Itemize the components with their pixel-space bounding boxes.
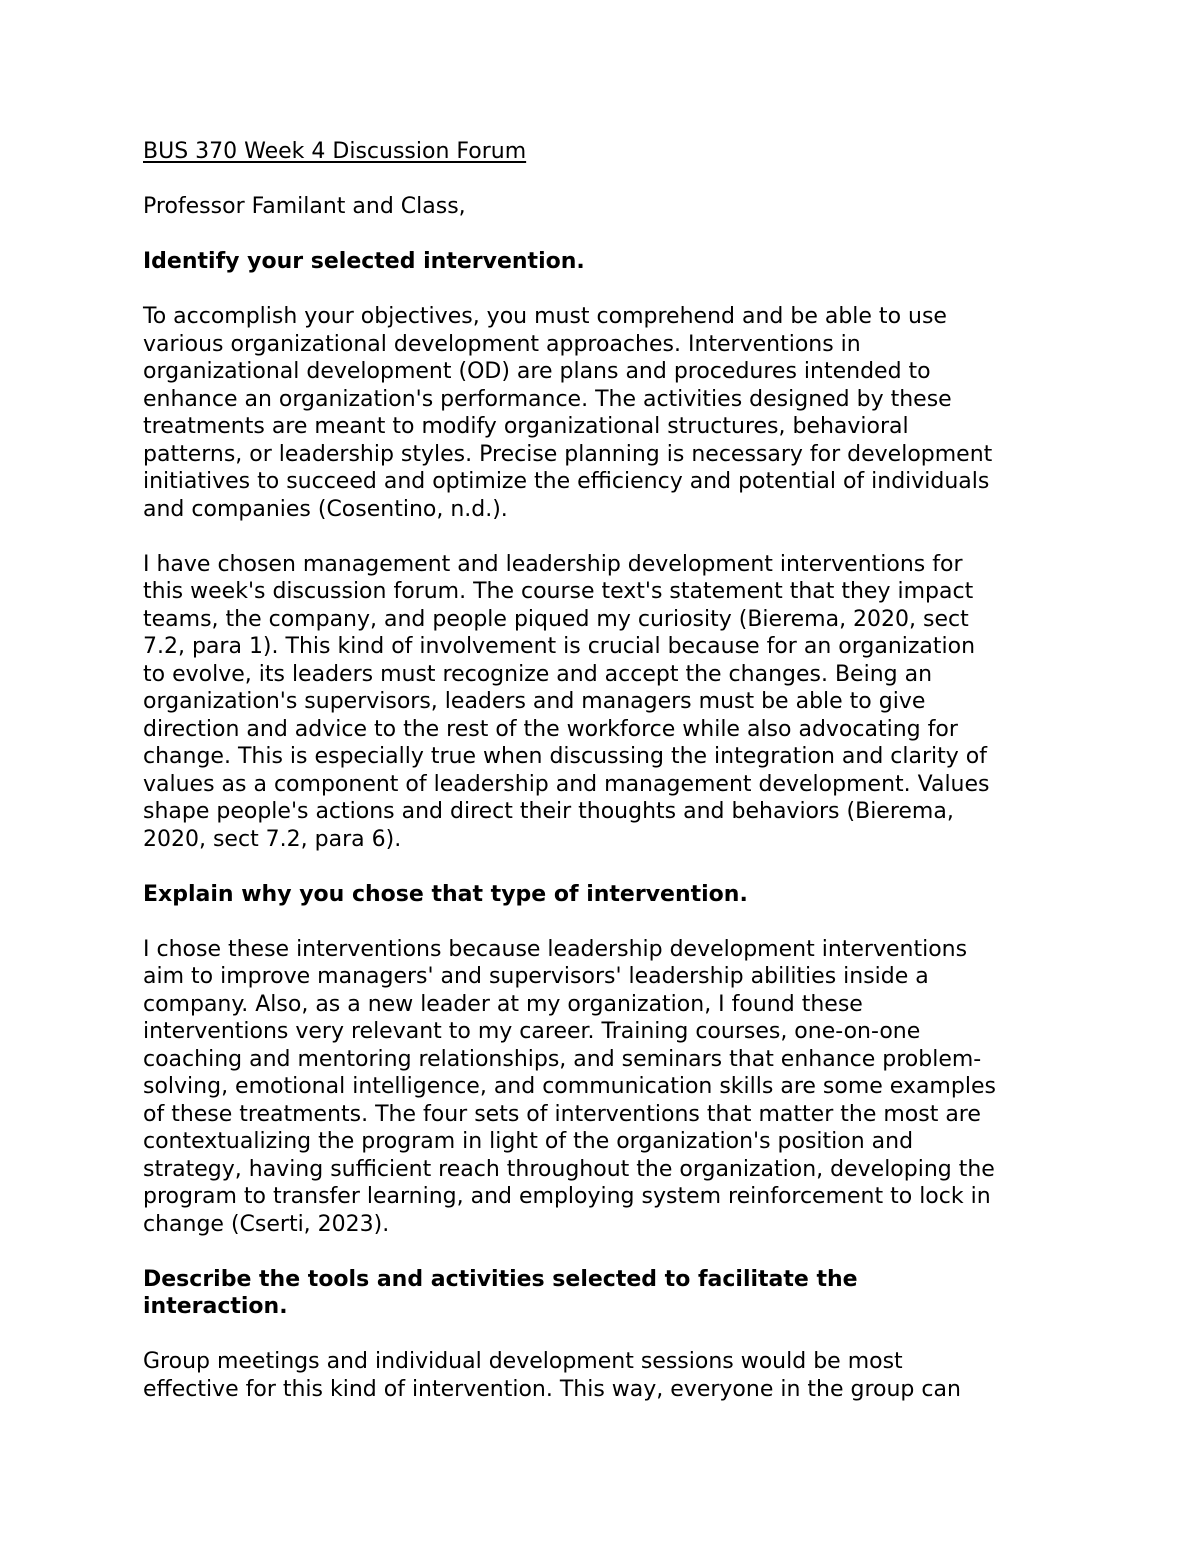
paragraph-line: strategy, having sufficient reach throughout the organization, developing the [143, 1156, 995, 1182]
section-heading [143, 1266, 1073, 1321]
document-body [143, 138, 1073, 1431]
paragraph-line: program to transfer learning, and employing system reinforcement to lock in [143, 1184, 991, 1209]
paragraph-line: aim to improve managers' and supervisors' leadership abilities inside a [143, 964, 929, 989]
heading-line: Explain why you chose that type of intervention. [143, 881, 748, 907]
heading-line: Describe the tools and activities selected to facilitate the [143, 1266, 858, 1292]
paragraph [143, 1348, 1073, 1403]
paragraph-line: shape people's actions and direct their thoughts and behaviors (Bierema, [143, 799, 954, 824]
paragraph-line: effective for this kind of intervention. This way, everyone in the group can [143, 1376, 961, 1402]
document-title: BUS 370 Week 4 Discussion Forum [143, 139, 527, 164]
paragraph [143, 551, 1073, 854]
paragraph [143, 936, 1073, 1239]
paragraph-line: solving, emotional intelligence, and communication skills are some examples [143, 1074, 996, 1099]
paragraph-line: and companies (Cosentino, n.d.). [143, 496, 508, 522]
section-heading [143, 248, 1073, 276]
paragraph-line: direction and advice to the rest of the workforce while also advocating for [143, 716, 958, 742]
paragraph [143, 303, 1073, 523]
paragraph-line: change. This is especially true when discussing the integration and clarity of [143, 744, 987, 769]
paragraph-line: organizational development (OD) are plans and procedures intended to [143, 359, 931, 384]
paragraph-line: patterns, or leadership styles. Precise planning is necessary for development [143, 441, 993, 467]
paragraph-line: to evolve, its leaders must recognize and accept the changes. Being an [143, 661, 933, 687]
paragraph-line: organization's supervisors, leaders and managers must be able to give [143, 689, 926, 714]
paragraph-line: I chose these interventions because leadership development interventions [143, 936, 968, 962]
greeting: Professor Familant and Class, [143, 194, 466, 219]
paragraph-line: To accomplish your objectives, you must comprehend and be able to use [143, 304, 947, 329]
paragraph-line: initiatives to succeed and optimize the efficiency and potential of individuals [143, 469, 990, 494]
paragraph-line: contextualizing the program in light of the organization's position and [143, 1129, 914, 1154]
section-heading [143, 881, 1073, 909]
paragraph-line: coaching and mentoring relationships, and seminars that enhance problem- [143, 1046, 982, 1072]
paragraph-line: 7.2, para 1). This kind of involvement is crucial because for an organization [143, 634, 976, 659]
paragraph-line: I have chosen management and leadership development interventions for [143, 551, 963, 577]
heading-line: Identify your selected intervention. [143, 249, 585, 274]
paragraph-line: 2020, sect 7.2, para 6). [143, 826, 402, 852]
heading-line: interaction. [143, 1294, 288, 1319]
paragraph-line: values as a component of leadership and management development. Values [143, 771, 990, 797]
paragraph-line: of these treatments. The four sets of interventions that matter the most are [143, 1101, 981, 1127]
paragraph-line: company. Also, as a new leader at my organization, I found these [143, 991, 863, 1017]
paragraph-line: various organizational development approaches. Interventions in [143, 331, 861, 357]
paragraph-line: treatments are meant to modify organizational structures, behavioral [143, 414, 909, 439]
paragraph-line: this week's discussion forum. The course text's statement that they impact [143, 579, 974, 604]
paragraph-line: interventions very relevant to my career. Training courses, one-on-one [143, 1019, 921, 1044]
paragraph-line: enhance an organization's performance. The activities designed by these [143, 386, 952, 412]
paragraph-line: Group meetings and individual development sessions would be most [143, 1349, 903, 1374]
paragraph-line: change (Cserti, 2023). [143, 1211, 390, 1237]
paragraph-line: teams, the company, and people piqued my curiosity (Bierema, 2020, sect [143, 606, 969, 632]
